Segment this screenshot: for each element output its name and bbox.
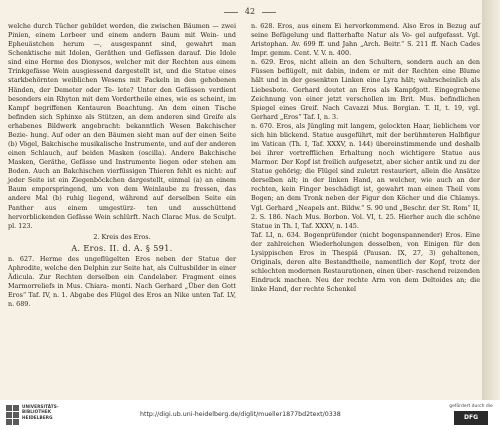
right-para-1-line: n. 400.	[328, 49, 352, 58]
left-para-1-line: Wein- und Epheuästchen herum —, ausgespannt sind, gewahrt	[8, 31, 236, 49]
left-para-2-line: n. 627. Herme des ungeflügelten Eros neben der	[8, 254, 199, 263]
left-para-2	[8, 255, 236, 309]
page-edge-shadow	[482, 0, 500, 400]
left-para-1-line: Clarac Mus. de Sculpt. pl. 123.	[8, 212, 236, 230]
left-para-2-line: Abgabe des Flügel des Eros an Nike unten Taf. LV, n. 689.	[8, 291, 236, 309]
right-para-4-line: Taf. LI, n. 634. Bogenprüfender (nicht bogenspannender) Eros.	[251, 230, 466, 239]
left-para-1	[8, 22, 236, 231]
right-para-3-line: aufgesetzt, aber sicher antik und zu der Statue gehörig; die	[251, 158, 480, 176]
right-column	[251, 22, 480, 294]
right-para-3-line: Vgl. Gerhard „Neapels ant. Bildw.“ S. 90 und „Beschr. der	[251, 203, 442, 212]
left-para-1-line: man Schenktische mit Idolen, Geräthen und Gefässen darauf.	[8, 40, 236, 58]
right-para-3-line: in der linken Hand, an welcher, wie auch an der rechten, kein	[251, 176, 480, 194]
left-para-1-line: dargestellt, einmal (a) an einem Baum emporspringend, um von	[8, 176, 236, 194]
column-gutter	[243, 22, 244, 394]
right-para-3-line: n. 670. Eros, als Jüngling mit langem, gelockten Haar,	[251, 121, 434, 130]
right-para-1-line: gel aufgefasst. Vgl. Aristophan. Av. 699 ff. und Jahn „Arch.	[251, 31, 480, 49]
right-para-2-line: Lyra hält; wahrscheinlich als Liebesbote. Gerhard deutet an	[251, 76, 480, 94]
right-para-4-line: von dem Deltoides an; die linke Hand, der rechte Schenkel	[251, 276, 480, 294]
right-para-3-line: berühmteren Halbfigur im Vatican (Th. I, Taf. XXXV, n. 144)	[251, 130, 480, 149]
page-number	[0, 7, 500, 16]
left-para-1-line: Bakchische Masken, Geräthe, Gefässe und Instrumente liegen	[8, 149, 236, 167]
permalink-url[interactable]: http://digi.ub.uni-heidelberg.de/diglit/mueller1877bd2text/0338	[140, 411, 341, 418]
right-para-1-line: in Bezug auf seine Befügelung und flatterhafte Natur als Vo-	[251, 22, 480, 40]
right-para-3-line: Hierher auch die schöne Statue in Th. I, Taf. XXXV, n. 145.	[251, 212, 480, 230]
right-para-3-line: Flügel sind zuletzt restauriert, allein die Ansätze derselben alt;	[251, 167, 480, 185]
left-para-1-line: mit Fackeln in den gehobenen Händen, der Demeter oder Te-	[8, 76, 237, 94]
funding-credit	[444, 404, 498, 425]
left-para-1-line: während auf derselben Seite ein Panther aus einem umgestürz-	[8, 194, 237, 212]
right-para-2-line: „Eros“ Taf. I, n. 3.	[280, 112, 339, 121]
right-para-3-line: Finger beschädigt ist, gewahrt man einen Theil vom Bogen;	[251, 185, 480, 203]
section-title: A. Eros. II. d. A. § 591.	[71, 243, 173, 253]
left-para-1-line: oder stehen am Boden. Auch an Bakchischen vierfüssigen	[8, 158, 236, 176]
funding-label: gefördert durch die	[449, 404, 493, 409]
right-para-2-line: Eros als Kampfgott. Eingegrabene Zeichnung von einer jetzt	[251, 85, 480, 103]
page-number-text: 42	[244, 7, 256, 16]
right-para-2-line: Rechten eine Blume hält und in der gesenkten Linken eine	[251, 67, 480, 85]
library-logo-text: UNIVERSITÄTS- BIBLIOTHEK HEIDELBERG	[22, 404, 59, 420]
right-para-4-line: raschend reizenden Eindruck machen. Neu der rechte Arm	[251, 267, 481, 285]
right-para-4-line: Kopf, trotz der schlechten modernen Restaurationen, einen über-	[251, 258, 481, 276]
right-para-1	[251, 22, 480, 58]
right-para-3-line: lieblichem vor sich hin blickend. Statue ausgeführt, mit der	[251, 121, 480, 139]
left-para-1-line: Die Idole sind eine Herme des Dionysos, welcher mit der	[8, 49, 236, 67]
right-para-4-line: für den Lysippischen Eros in Thespiä (Pausan. IX, 27, 3)	[251, 239, 480, 257]
left-para-2-line: Statue der Aphrodite, welche den Delphin zur Seite hat,	[8, 254, 237, 273]
left-para-1-line: hung. Auf oder an den Bäumen sieht man auf der einen Seite	[30, 130, 236, 139]
left-para-1-line: Rechten aus einem Trinkgefässe Wein ausgiessend dargestellt	[8, 58, 236, 76]
right-para-3-line: noch wichtigere Statue aus Marmor. Der Kopf ist freilich	[251, 149, 480, 167]
left-para-1-line: ist, und die Statue eines starkbehörnten weiblichen Wesens	[8, 67, 236, 85]
right-para-1-line: Beitr.“ S. 211 ff. Nach Cades Impr. gemm. Cent. V. V.	[251, 40, 480, 58]
left-para-2-line: monti. Nach Gerhard „Über den Gott Eros“ Taf. IV, n. 1.	[8, 282, 236, 300]
left-column	[8, 22, 236, 309]
right-para-2-line: n. 629. Eros, nicht allein an den Schultern, sondern	[251, 58, 437, 67]
left-para-1-line: lete? Unter den Gefässen verdient besonders ein Rhyton mit	[8, 85, 236, 103]
right-para-3-line: an dem Tronk neben der Figur den Köcher und die Chlamys.	[276, 194, 480, 203]
dfg-logo-icon: DFG	[454, 411, 488, 425]
right-para-3-line: St. Rom“ II, 2. S. 186. Nach Mus. Borbon. Vol. VI, t. 25.	[251, 203, 481, 221]
section-number: 2. Kreis des Eros.	[93, 232, 151, 241]
left-para-2-line: Candelaber. Fragment eines Marmorreliefs in Mus. Chiara-	[8, 273, 236, 291]
library-logo-icon	[6, 405, 19, 425]
left-para-1-line: Kentauren Beachtung. An dem einen Tische befinden sich	[8, 103, 236, 121]
left-para-1-line: (b) Vögel, Bakchische musikalische Instrumente, und auf der	[8, 140, 210, 149]
left-para-2-line: als Cultusbilder in einer Ädicula. Zur Rechten derselben ein	[8, 264, 236, 282]
right-para-4	[251, 231, 480, 295]
left-para-1-line: Sphinxe als Stützen, an dem anderen sind Greife als erhabenes	[8, 112, 236, 130]
left-para-1-line: anderen einen Schlauch, auf beiden Masken (oscilla). Andere	[8, 140, 236, 158]
right-para-2	[251, 58, 480, 122]
left-para-1-line: — zwei Pinien, einem Lorbeer und einem andern Baum mit	[8, 22, 236, 40]
left-para-1-line: welche durch Tücher gebildet werden, die zwischen Bäumen	[8, 22, 213, 30]
right-para-4-line: gehaltenen, Originals, deren alte Bestandtheile, namentlich der	[251, 248, 480, 267]
left-para-1-line: dem Weinlaube zu fressen, das andere Mal (b) ruhig liegend,	[8, 185, 236, 203]
right-para-1-line: n. 628. Eros, aus einem Ei hervorkommend. Also Eros	[251, 22, 438, 30]
library-logo	[6, 403, 62, 427]
left-para-1-line: Bildwerk angebracht: bekanntlich Wesen Bakchischer Bezie-	[8, 121, 236, 139]
right-para-3	[251, 122, 480, 231]
left-para-1-line: Thieren fehlt es nicht: auf jeder Seite ist ein Ziegenböckchen	[8, 167, 236, 185]
right-para-4-line: Eine der zahlreichen Wiederholungen desselben, von Einigen	[251, 230, 480, 248]
right-para-2-line: auch an den Füssen beflügelt, mit dabin, indem er mit der	[251, 58, 480, 76]
right-para-2-line: verschollen im Brit. Mus. befindlichen Spiegel eines Greif.	[251, 94, 480, 112]
right-para-3-line: übereinstimmende und deshalb bei ihrer vortrefflichen Erhaltung	[251, 140, 480, 158]
left-para-1-line: ten und ausschüttend hervorblickenden Gefässe Wein schlürft. Nach	[8, 203, 236, 221]
right-para-2-line: Nach Cavazzi Mus. Borgian. T. II, t. 19, vgl. Gerhard	[251, 103, 480, 121]
left-para-1-line: dem Vordertheile eines, wie es scheint, im Kampf begriffenen	[8, 94, 237, 112]
